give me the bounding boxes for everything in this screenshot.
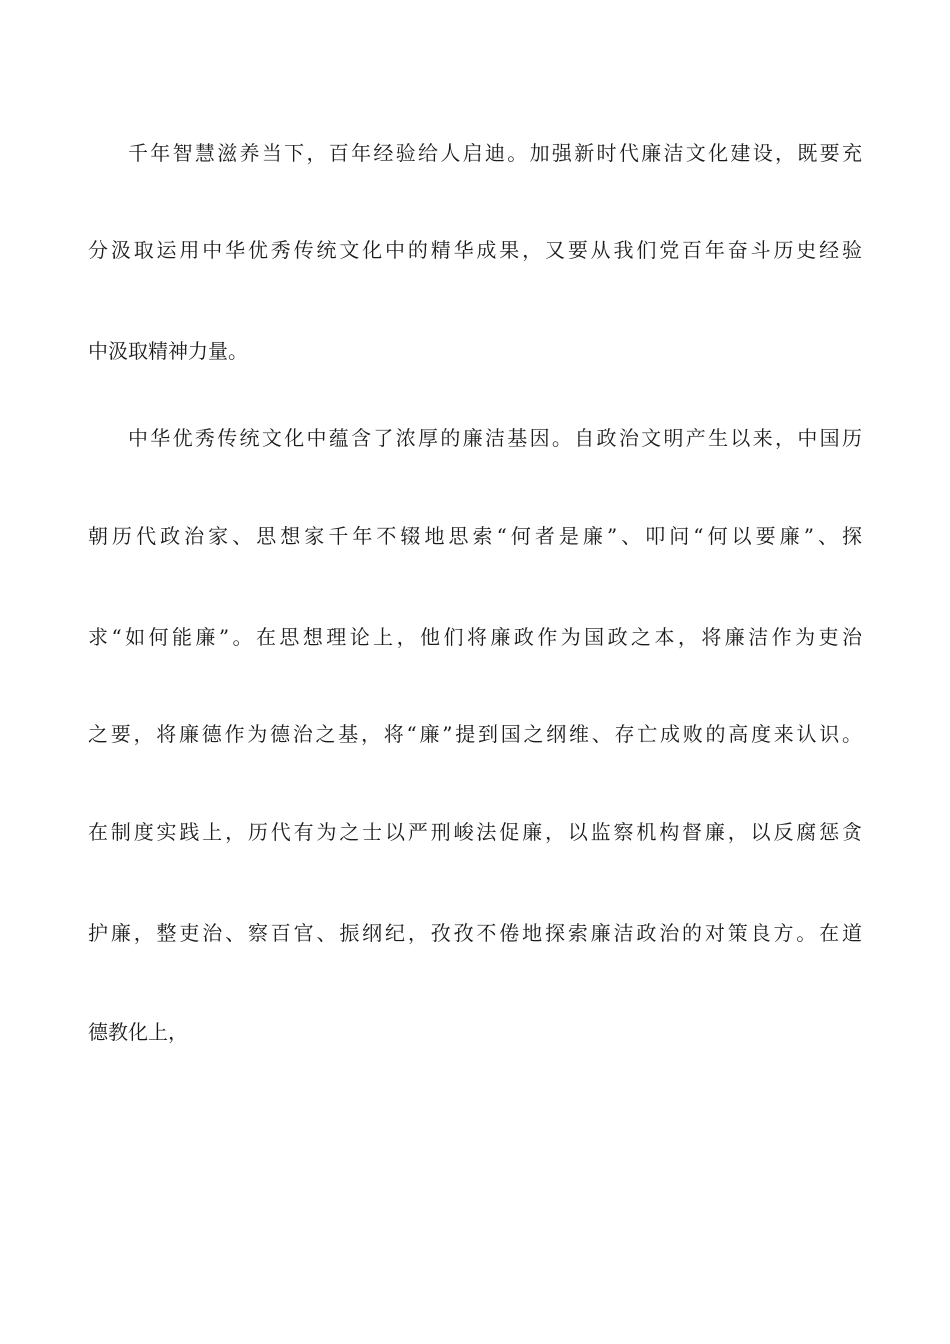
paragraph-line: 在制度实践上，历代有为之士以严刑峻法促廉，以监察机构督廉，以反腐惩贪 — [88, 820, 862, 844]
paragraph-line: 中汲取精神力量。 — [88, 339, 248, 363]
paragraph-line: 护廉，整吏治、察百官、振纲纪，孜孜不倦地探索廉洁政治的对策良方。在道 — [88, 921, 862, 945]
paragraph-line: 朝历代政治家、思想家千年不辍地思索“何者是廉”、叩问“何以要廉”、探 — [88, 524, 862, 548]
paragraph-line: 分汲取运用中华优秀传统文化中的精华成果，又要从我们党百年奋斗历史经验 — [88, 238, 862, 262]
paragraph-line: 求“如何能廉”。在思想理论上，他们将廉政作为国政之本，将廉洁作为吏治 — [88, 625, 862, 649]
paragraph-line: 中华优秀传统文化中蕴含了浓厚的廉洁基因。自政治文明产生以来，中国历 — [128, 426, 862, 450]
paragraph-line: 千年智慧滋养当下，百年经验给人启迪。加强新时代廉洁文化建设，既要充 — [128, 141, 862, 165]
paragraph-line: 之要，将廉德作为德治之基，将“廉”提到国之纲维、存亡成败的高度来认识。 — [88, 722, 862, 746]
paragraph-line: 德教化上， — [88, 1020, 188, 1044]
